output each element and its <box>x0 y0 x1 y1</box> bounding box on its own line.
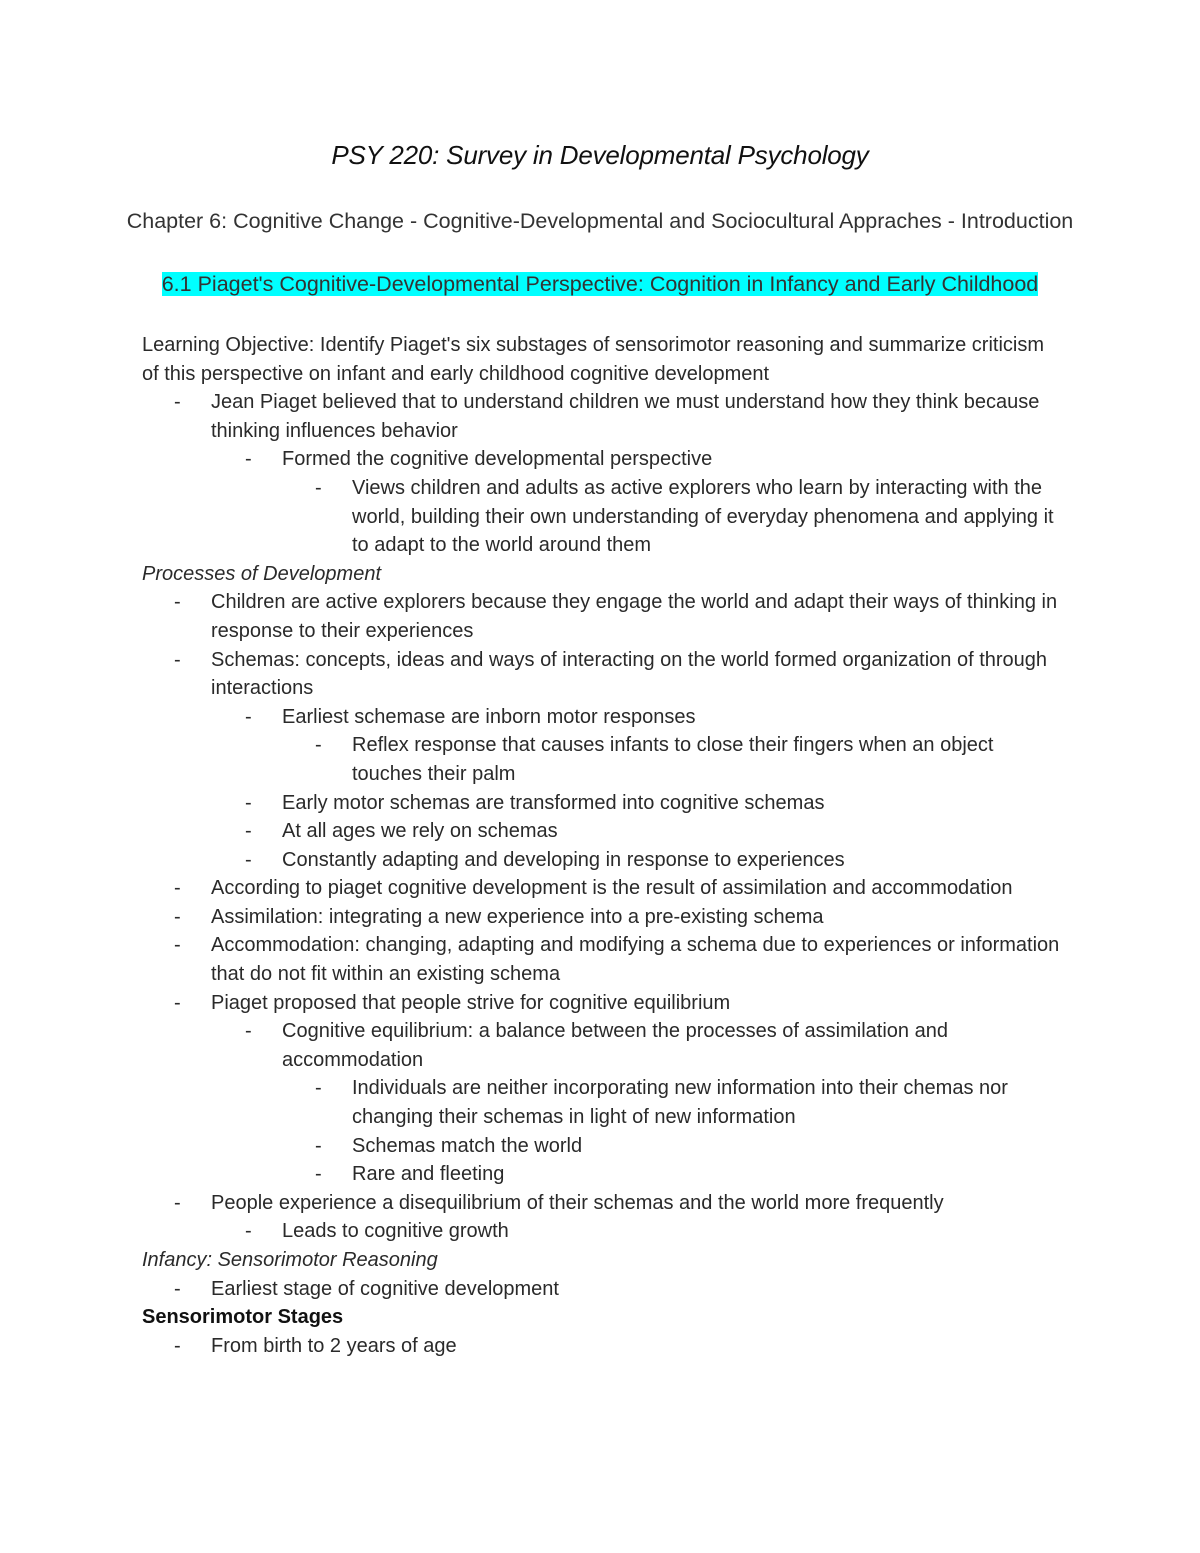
list-item <box>142 817 1062 846</box>
list-item <box>142 931 1062 988</box>
list-item <box>142 474 1062 560</box>
bullet-dash: - <box>245 448 252 471</box>
bullet-dash: - <box>315 1077 322 1100</box>
bullet-dash: - <box>245 1020 252 1043</box>
chapter-heading: Chapter 6: Cognitive Change - Cognitive-Developmental and Sociocultural Appraches - Introduction <box>126 209 1074 233</box>
bullet-dash: - <box>315 1163 322 1186</box>
list-item-text: Jean Piaget believed that to understand children we must understand how they think because thinking influences behavior <box>211 391 1040 442</box>
bullet-dash: - <box>245 791 252 814</box>
list-item-text: Earliest schemase are inborn motor responses <box>282 705 696 728</box>
list-item <box>142 1074 1062 1131</box>
bullet-dash: - <box>245 1220 252 1243</box>
list-item <box>142 703 1062 732</box>
page-title: PSY 220: Survey in Developmental Psychology <box>331 140 869 170</box>
list-item <box>142 846 1062 875</box>
list-item-text: At all ages we rely on schemas <box>282 820 558 843</box>
list-item-text: According to piaget cognitive development is the result of assimilation and accommodation <box>211 877 1013 900</box>
bullet-dash: - <box>315 1134 322 1157</box>
list-item-text: Piaget proposed that people strive for cognitive equilibrium <box>211 991 731 1014</box>
list-item-text: Individuals are neither incorporating new information into their chemas nor changing their schemas in light of new information <box>352 1077 1008 1129</box>
bullet-dash: - <box>315 476 322 499</box>
sensorimotor-heading: Sensorimotor Stages <box>142 1306 344 1329</box>
list-item <box>142 646 1062 703</box>
bullet-dash: - <box>315 734 322 757</box>
bullet-dash: - <box>174 1334 181 1357</box>
list-item <box>142 1275 1062 1304</box>
list-item-text: Formed the cognitive developmental perspective <box>282 448 713 471</box>
notes-body <box>142 331 1062 1360</box>
list-item-text: Schemas: concepts, ideas and ways of interacting on the world formed organization of through interactions <box>211 648 1048 700</box>
list-item-text: Early motor schemas are transformed into cognitive schemas <box>282 791 825 814</box>
bullet-dash: - <box>174 591 181 614</box>
list-item-text: From birth to 2 years of age <box>211 1334 457 1357</box>
bullet-dash: - <box>174 991 181 1014</box>
bullet-dash: - <box>174 934 181 957</box>
list-item-text: Leads to cognitive growth <box>282 1220 509 1243</box>
list-item-text: Schemas match the world <box>352 1134 583 1157</box>
bullet-dash: - <box>174 648 181 671</box>
list-item <box>142 588 1062 645</box>
list-item <box>142 1217 1062 1246</box>
bullet-dash: - <box>245 705 252 728</box>
list-item <box>142 903 1062 932</box>
list-item-text: Views children and adults as active explorers who learn by interacting with the world, building their own understanding of everyday phenomena and applying it to adapt to the world around them <box>352 476 1054 557</box>
section-heading-highlight: 6.1 Piaget's Cognitive-Developmental Perspective: Cognition in Infancy and Early Childhood <box>161 272 1039 296</box>
list-item <box>142 1132 1062 1161</box>
list-item <box>142 445 1062 474</box>
list-item <box>142 789 1062 818</box>
list-item <box>142 731 1062 788</box>
list-item-text: Constantly adapting and developing in response to experiences <box>282 848 845 871</box>
learning-objective: Learning Objective: Identify Piaget's six substages of sensorimotor reasoning and summarize criticism of this perspective on infant and early childhood cognitive development <box>142 334 1045 385</box>
list-item <box>142 1332 1062 1361</box>
processes-heading: Processes of Development <box>142 562 382 585</box>
section-heading <box>120 268 1080 300</box>
list-item-text: Earliest stage of cognitive development <box>211 1277 559 1300</box>
bullet-dash: - <box>174 905 181 928</box>
bullet-dash: - <box>174 1277 181 1300</box>
list-item-text: Reflex response that causes infants to close their fingers when an object touches their palm <box>352 734 994 785</box>
list-item <box>142 1017 1062 1074</box>
list-item-text: People experience a disequilibrium of their schemas and the world more frequently <box>211 1191 944 1214</box>
list-item <box>142 1160 1062 1189</box>
list-item-text: Assimilation: integrating a new experience into a pre-existing schema <box>211 905 824 928</box>
bullet-dash: - <box>174 391 181 414</box>
infancy-heading: Infancy: Sensorimotor Reasoning <box>142 1249 438 1271</box>
list-item-text: Accommodation: changing, adapting and modifying a schema due to experiences or information that do not fit within an existing schema <box>211 934 1060 986</box>
bullet-dash: - <box>174 877 181 900</box>
bullet-dash: - <box>245 848 252 871</box>
bullet-dash: - <box>245 820 252 843</box>
list-item <box>142 388 1062 445</box>
bullet-dash: - <box>174 1191 181 1214</box>
list-item-text: Cognitive equilibrium: a balance between the processes of assimilation and accommodation <box>282 1020 948 1071</box>
list-item-text: Rare and fleeting <box>352 1163 505 1186</box>
list-item <box>142 989 1062 1018</box>
list-item <box>142 874 1062 903</box>
list-item <box>142 1189 1062 1218</box>
list-item-text: Children are active explorers because they engage the world and adapt their ways of thinking in response to their experiences <box>211 591 1058 642</box>
